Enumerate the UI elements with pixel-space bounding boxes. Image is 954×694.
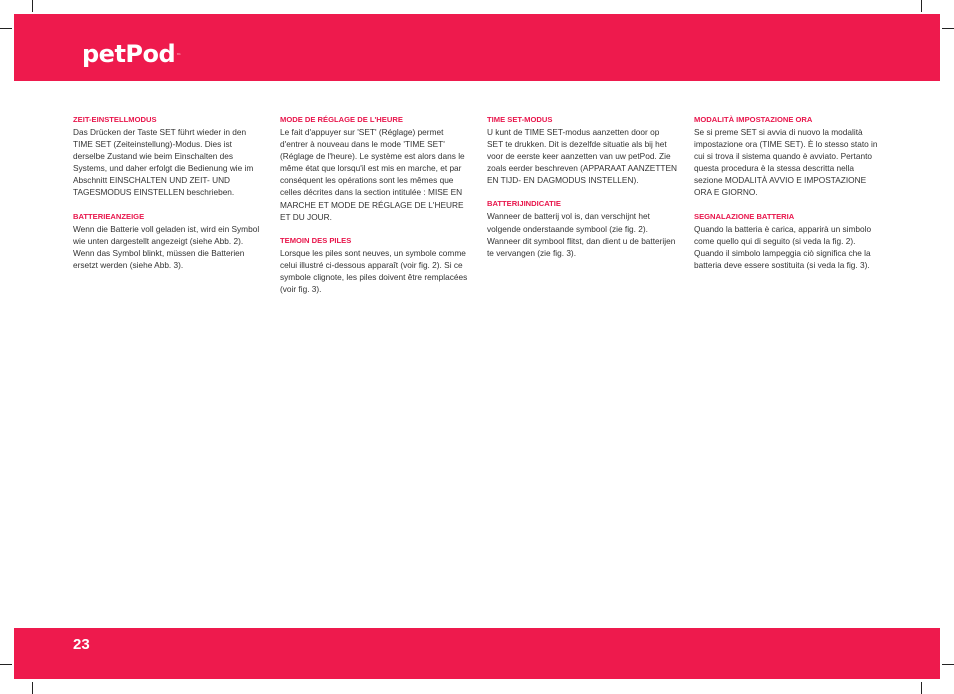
brand-logo: petPod™	[82, 40, 181, 68]
column-italian	[694, 114, 884, 283]
crop-mark	[32, 682, 33, 694]
crop-mark	[921, 682, 922, 694]
crop-mark	[942, 664, 954, 665]
crop-mark	[32, 0, 33, 12]
section-heading: BATTERIEANZEIGE	[73, 211, 145, 221]
crop-mark	[921, 0, 922, 12]
column-dutch	[487, 114, 677, 271]
section-heading: MODE DE RÉGLAGE DE L'HEURE	[280, 115, 403, 124]
section-text: Das Drücken der Taste SET führt wieder in den TIME SET (Zeiteinstellung)-Modus. Dies ist derselbe Zustand wie beim Einschalten des Systems, und daher erfolgt die Bedienung wie im Abschnitt EINSCHALTEN UND ZEIT- UND TAGESMODUS EINSTELLEN beschrieben.	[73, 127, 254, 198]
section-heading: ZEIT-EINSTELLMODUS	[73, 115, 157, 124]
section-heading: TIME SET-MODUS	[487, 115, 553, 124]
section-heading: MODALITÀ IMPOSTAZIONE ORA	[694, 115, 813, 124]
section-text: U kunt de TIME SET-modus aanzetten door op SET te drukken. Dit is dezelfde situatie als bij het voor de eerste keer aanzetten van uw petPod. Zie zoals eerder beschreven (APPARAAT AANZETTEN EN TIJD- EN DAGMODUS INSTELLEN).	[487, 127, 677, 186]
crop-mark	[942, 28, 954, 29]
section-heading: SEGNALAZIONE BATTERIA	[694, 211, 795, 221]
column-german	[73, 114, 263, 283]
section-text: Wanneer de batterij vol is, dan verschijnt het volgende onderstaande symbool (zie fig. 2). Wanneer dit symbool flitst, dan dient u de batterijen te vervangen (zie fig. 3).	[487, 211, 676, 258]
column-french	[280, 114, 470, 307]
footer-band	[14, 628, 940, 679]
section-text: Quando la batteria è carica, apparirà un simbolo come quello qui di seguito (si veda la fig. 2). Quando il simbolo lampeggia ciò significa che la batteria deve essere sostituita (si veda la fig. 3).	[694, 223, 872, 270]
section-text: Wenn die Batterie voll geladen ist, wird ein Symbol wie unten dargestellt angezeigt (siehe Abb. 2). Wenn das Symbol blinkt, müssen die Batterien ersetzt werden (siehe Abb. 3).	[73, 223, 260, 270]
section-text: Se si preme SET si avvia di nuovo la modalità impostazione ora (TIME SET). È lo stesso stato in cui si trova il sistema quando è avviato. Pertanto questa procedura è la stessa descritta nella sezione MODALITÀ AVVIO E IMPOSTAZIONE ORA E GIORNO.	[694, 127, 878, 198]
section-heading: TEMOIN DES PILES	[280, 235, 352, 245]
page-number: 23	[73, 636, 90, 653]
section-text: Le fait d'appuyer sur 'SET' (Réglage) permet d'entrer à nouveau dans le mode 'TIME SET' (Réglage de l'heure). Le système est alors dans le même état que lorsqu'il est mis en marche, et par conséquent les opérations sont les mêmes que celles décrites dans la section intitulée : MISE EN MARCHE ET MODE DE RÉGLAGE DE L'HEURE ET DU JOUR.	[280, 127, 465, 222]
section-heading: BATTERIJINDICATIE	[487, 199, 561, 209]
crop-mark	[0, 664, 12, 665]
crop-mark	[0, 28, 12, 29]
section-text: Lorsque les piles sont neuves, un symbole comme celui illustré ci-dessous apparaît (voir fig. 2). Si ce symbole clignote, les piles doivent être remplacées (voir fig. 3).	[280, 247, 468, 295]
